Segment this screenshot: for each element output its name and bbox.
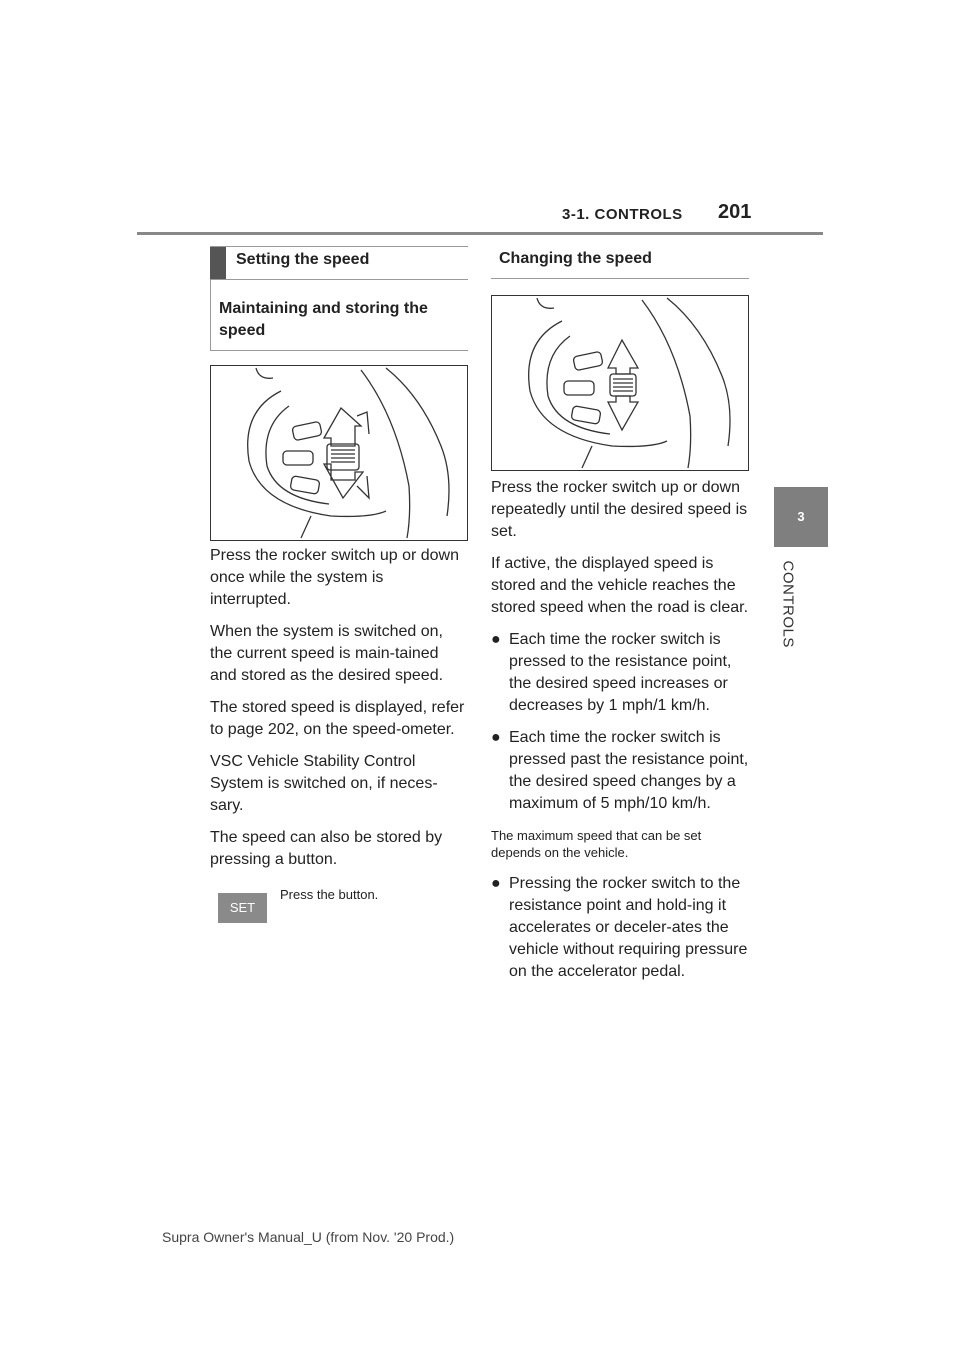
bullet-item	[491, 629, 749, 717]
bullet-item	[491, 727, 749, 815]
bullet-text: Each time the rocker switch is pressed past the resistance point, the desired speed changes by a maximum of 5 mph/10 km/h.	[509, 729, 749, 812]
left-column	[210, 246, 468, 929]
header-rule	[137, 232, 823, 235]
footer-text: Supra Owner's Manual_U (from Nov. '20 Prod.)	[162, 1229, 455, 1245]
bullet-icon: ●	[491, 875, 501, 892]
note-text: The maximum speed that can be set depends on the vehicle.	[491, 828, 702, 860]
steering-wheel-rocker-illustration	[491, 295, 749, 471]
paragraph: The speed can also be stored by pressing a button.	[210, 829, 443, 868]
section-heading-changing-speed: Changing the speed	[491, 246, 749, 279]
chapter-tab-label: CONTROLS	[779, 560, 797, 648]
paragraph: Press the rocker switch up or down once while the system is interrupted.	[210, 547, 459, 608]
paragraph: VSC Vehicle Stability Control System is switched on, if neces-sary.	[210, 753, 438, 814]
paragraph: If active, the displayed speed is stored and the vehicle reaches the stored speed when the road is clear.	[491, 555, 749, 616]
set-button-description: Press the button.	[280, 887, 379, 902]
right-column	[491, 246, 749, 983]
steering-wheel-rocker-illustration	[210, 365, 468, 541]
bullet-icon: ●	[491, 729, 501, 746]
bullet-text: Pressing the rocker switch to the resistance point and hold-ing it accelerates or deceler-ates the vehicle without requiring pressure on the accelerator pedal.	[509, 875, 748, 980]
section-title: 3-1. CONTROLS	[562, 206, 683, 223]
heading-marker	[210, 247, 226, 279]
paragraph: When the system is switched on, the current speed is main-tained and stored as the desired speed.	[210, 623, 444, 684]
set-button-row	[210, 885, 468, 929]
bullet-icon: ●	[491, 631, 501, 648]
set-button-icon: SET	[218, 893, 267, 923]
paragraph: Press the rocker switch up or down repeatedly until the desired speed is set.	[491, 479, 748, 540]
page-number: 201	[718, 201, 752, 223]
chapter-tab[interactable]: 3	[774, 487, 828, 547]
bullet-text: Each time the rocker switch is pressed to the resistance point, the desired speed increases or decreases by 1 mph/1 km/h.	[509, 631, 732, 714]
bullet-item	[491, 873, 749, 983]
subheading-maintaining-storing: Maintaining and storing the speed	[210, 280, 468, 351]
section-heading-setting-speed: Setting the speed	[210, 246, 468, 280]
paragraph: The stored speed is displayed, refer to page 202, on the speed-ometer.	[210, 699, 465, 738]
